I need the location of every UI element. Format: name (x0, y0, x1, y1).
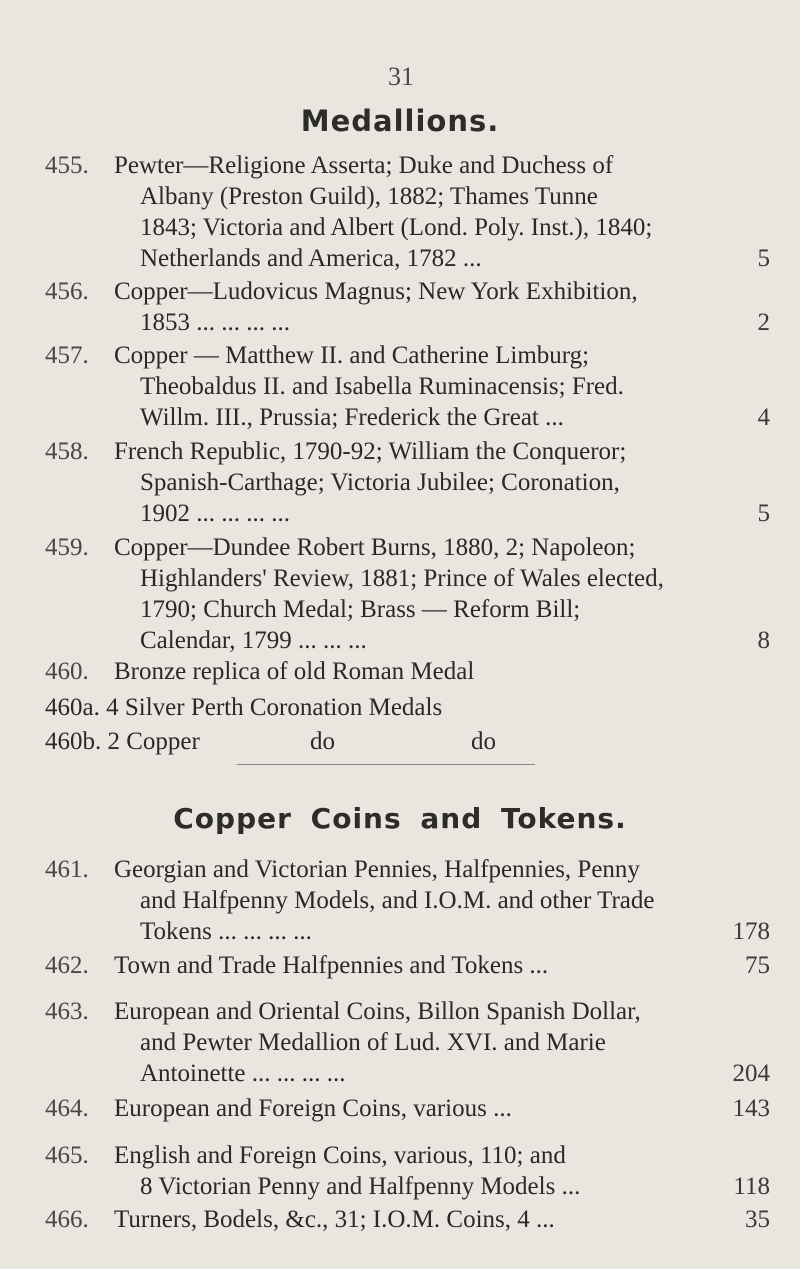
entry-text (114, 1204, 770, 1235)
entry-line: Spanish-Carthage; Victoria Jubilee; Coronation, (140, 469, 620, 496)
ditto-mark: do (310, 728, 335, 755)
entry-line: and Halfpenny Models, and I.O.M. and other Trade (140, 887, 655, 914)
lot-count: 75 (745, 952, 770, 979)
section-heading-medallions: Medallions. (300, 104, 500, 138)
entry-line-text: Netherlands and America, 1782 ... (140, 245, 482, 272)
entry-line-text: Antoinette ... ... ... ... (140, 1060, 346, 1087)
entry-line: Copper—Dundee Robert Burns, 1880, 2; Napoleon; (114, 534, 636, 561)
entry-line: Pewter—Religione Asserta; Duke and Duchess of (114, 152, 614, 179)
entry-text (114, 340, 770, 433)
entry-text (114, 950, 770, 981)
section-divider (237, 764, 535, 765)
entry-line-text: 8 Victorian Penny and Halfpenny Models ... (140, 1173, 581, 1200)
entry-text (114, 656, 770, 687)
entry-line-last (114, 243, 770, 274)
catalogue-entry-460b (45, 726, 785, 757)
entry-line-last (114, 916, 770, 947)
entry-text (114, 532, 770, 656)
entry-number: 462. (45, 952, 89, 979)
entry-line-last (114, 1093, 770, 1124)
entry-line-text: Tokens ... ... ... ... (140, 918, 312, 945)
entry-number: 463. (45, 998, 89, 1025)
entry-line-text: Calendar, 1799 ... ... ... (140, 627, 367, 654)
entry-number: 457. (45, 342, 89, 369)
entry-number: 461. (45, 856, 89, 883)
entry-number: 455. (45, 152, 89, 179)
entry-number: 460a. (45, 694, 100, 721)
entry-line: Georgian and Victorian Pennies, Halfpennies, Penny (114, 856, 640, 883)
entry-number: 459. (45, 534, 89, 561)
entry-text (114, 150, 770, 274)
section-heading-coins: Copper Coins and Tokens. (173, 802, 627, 835)
lot-count: 178 (732, 918, 770, 945)
entry-line: French Republic, 1790-92; William the Conqueror; (114, 438, 627, 465)
entry-line-last (114, 1204, 770, 1235)
entry-line: European and Oriental Coins, Billon Spanish Dollar, (114, 998, 641, 1025)
lot-count: 4 (757, 404, 770, 431)
entry-line: and Pewter Medallion of Lud. XVI. and Marie (140, 1029, 606, 1056)
entry-line-last (114, 402, 770, 433)
entry-line: 1790; Church Medal; Brass — Reform Bill; (140, 596, 581, 623)
lot-count: 143 (732, 1095, 770, 1122)
entry-line: Albany (Preston Guild), 1882; Thames Tunne (140, 183, 598, 210)
entry-line: Theobaldus II. and Isabella Ruminacensis; Fred. (140, 373, 624, 400)
entry-number: 460. (45, 658, 89, 685)
entry-number: 466. (45, 1206, 89, 1233)
entry-line-text: Willm. III., Prussia; Frederick the Great ... (140, 404, 564, 431)
entry-number: 456. (45, 278, 89, 305)
entry-line: Copper — Matthew II. and Catherine Limburg; (114, 342, 590, 369)
entry-line: English and Foreign Coins, various, 110; and (114, 1142, 566, 1169)
lot-count: 35 (745, 1206, 770, 1233)
entry-line-last (114, 307, 770, 338)
entry-line: Bronze replica of old Roman Medal (114, 658, 475, 685)
page-number: 31 (388, 62, 414, 91)
entry-line-last (114, 1171, 770, 1202)
entry-line-last (114, 625, 770, 656)
entry-number: 460b. (45, 728, 102, 755)
entry-number: 458. (45, 438, 89, 465)
entry-line-text: 1902 ... ... ... ... (140, 500, 290, 527)
lot-count: 8 (757, 627, 770, 654)
entry-text (114, 1140, 770, 1202)
entry-text: 2 Copper (107, 728, 200, 755)
entry-text (114, 276, 770, 338)
entry-line: 1843; Victoria and Albert (Lond. Poly. Inst.), 1840; (140, 214, 653, 241)
entry-line-last (114, 498, 770, 529)
lot-count: 5 (757, 245, 770, 272)
entry-line: Copper—Ludovicus Magnus; New York Exhibition, (114, 278, 638, 305)
entry-line-last (114, 950, 770, 981)
entry-text: 4 Silver Perth Coronation Medals (106, 694, 443, 721)
entry-line-text: Town and Trade Halfpennies and Tokens ... (114, 952, 549, 979)
entry-line-text: European and Foreign Coins, various ... (114, 1095, 512, 1122)
entry-line: Highlanders' Review, 1881; Prince of Wales elected, (140, 565, 664, 592)
entry-line-text: 1853 ... ... ... ... (140, 309, 290, 336)
entry-number: 465. (45, 1142, 89, 1169)
ditto-mark: do (471, 728, 496, 755)
entry-line-last (114, 1058, 770, 1089)
entry-text (114, 1093, 770, 1124)
entry-number: 464. (45, 1095, 89, 1122)
entry-text (114, 854, 770, 947)
lot-count: 118 (733, 1173, 770, 1200)
entry-text (114, 996, 770, 1089)
lot-count: 5 (757, 500, 770, 527)
lot-count: 2 (757, 309, 770, 336)
entry-line-text: Turners, Bodels, &c., 31; I.O.M. Coins, 4 ... (114, 1206, 555, 1233)
entry-text (114, 436, 770, 529)
lot-count: 204 (732, 1060, 770, 1087)
catalogue-entry-460a (45, 692, 785, 723)
